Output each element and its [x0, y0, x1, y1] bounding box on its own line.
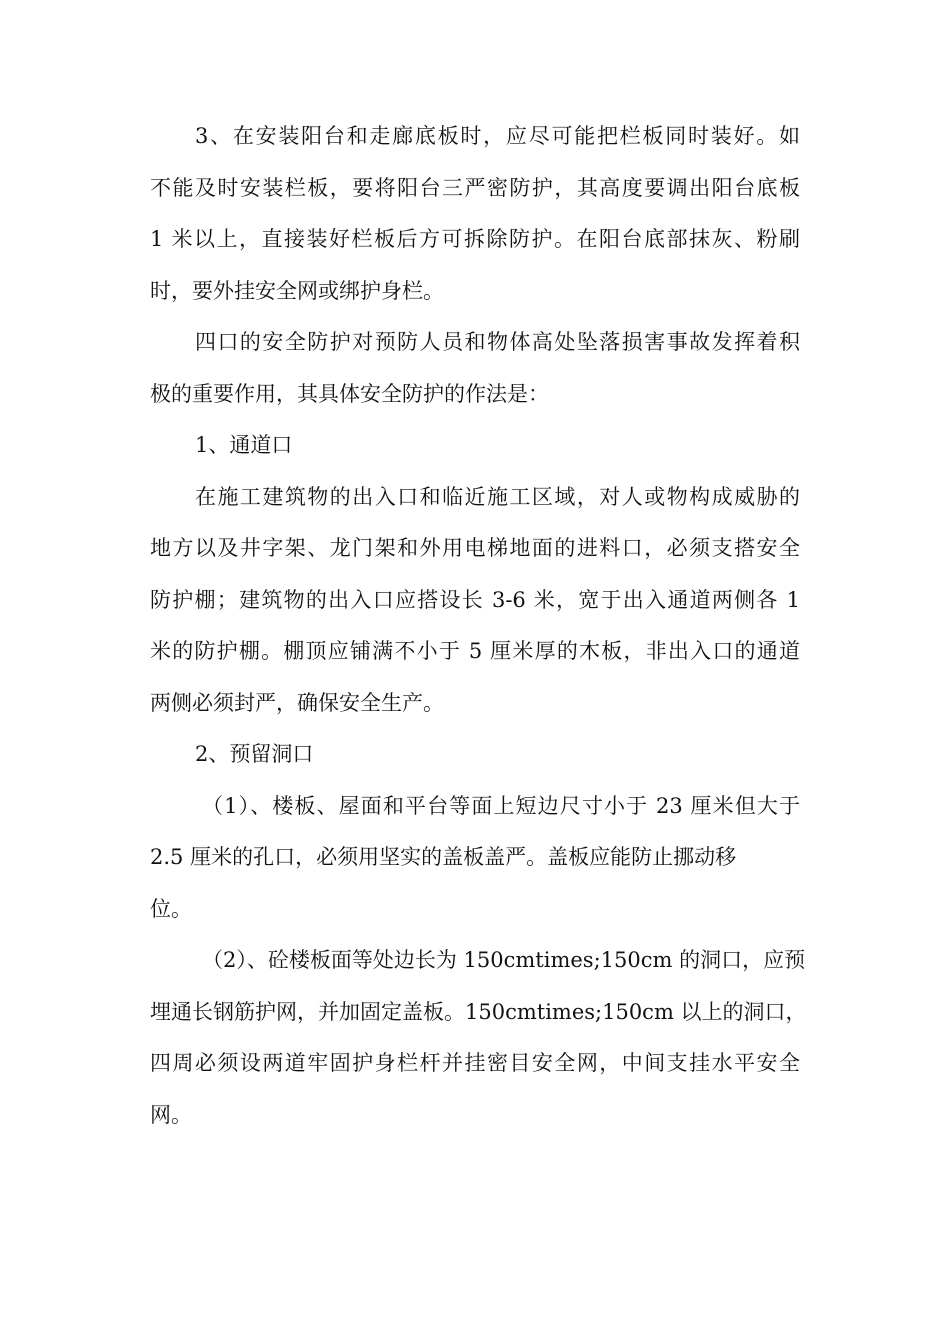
section-heading-reserved-hole — [150, 729, 800, 781]
text-line: 两侧必须封严，确保安全生产。 — [150, 690, 444, 715]
text-line: 极的重要作用，其具体安全防护的作法是： — [150, 381, 549, 406]
text-line: 2、预留洞口 — [195, 742, 314, 766]
paragraph-balcony-protection — [150, 111, 800, 317]
text-line: 四周必须设两道牢固护身栏杆并挂密目安全网，中间支挂水平安全 — [150, 1051, 800, 1075]
text-line: 四口的安全防护对预防人员和物体高处坠落损害事故发挥着积 — [195, 330, 800, 354]
text-line: 网。 — [150, 1102, 192, 1127]
text-line: 防护棚；建筑物的出入口应搭设长 3-6 米，宽于出入通道两侧各 1 — [150, 587, 800, 612]
paragraph-reserved-hole-item-2 — [150, 935, 807, 1141]
section-heading-passage-opening — [150, 420, 800, 472]
text-line: 地方以及井字架、龙门架和外用电梯地面的进料口，必须支搭安全 — [150, 536, 800, 560]
text-line: 不能及时安装栏板，要将阳台三严密防护，其高度要调出阳台底板 — [150, 175, 800, 200]
text-line: （1）、楼板、屋面和平台等面上短边尺寸小于 23 厘米但大于 — [202, 793, 800, 818]
paragraph-passage-opening — [150, 472, 800, 730]
text-line: 时，要外挂安全网或绑护身栏。 — [150, 278, 444, 303]
text-line: 位。 — [150, 896, 192, 921]
text-line: 埋通长钢筋护网，并加固定盖板。150cmtimes;150cm 以上的洞口， — [150, 999, 807, 1024]
text-line: 1 米以上，直接装好栏板后方可拆除防护。在阳台底部抹灰、粉刷 — [150, 227, 800, 251]
text-line: 1、通道口 — [195, 433, 293, 457]
text-line: 2.5 厘米的孔口，必须用坚实的盖板盖严。盖板应能防止挪动移 — [150, 845, 737, 869]
text-line: （2）、砼楼板面等处边长为 150cmtimes;150cm 的洞口，应预 — [202, 948, 806, 972]
text-line: 在施工建筑物的出入口和临近施工区域，对人或物构成威胁的 — [195, 484, 800, 509]
paragraph-reserved-hole-item-1 — [150, 781, 800, 936]
text-line: 3、在安装阳台和走廊底板时，应尽可能把栏板同时装好。如 — [195, 124, 800, 148]
text-line: 米的防护棚。棚顶应铺满不小于 5 厘米厚的木板，非出入口的通道 — [150, 639, 800, 663]
paragraph-four-openings-intro — [150, 317, 800, 420]
document-body — [150, 111, 807, 1141]
